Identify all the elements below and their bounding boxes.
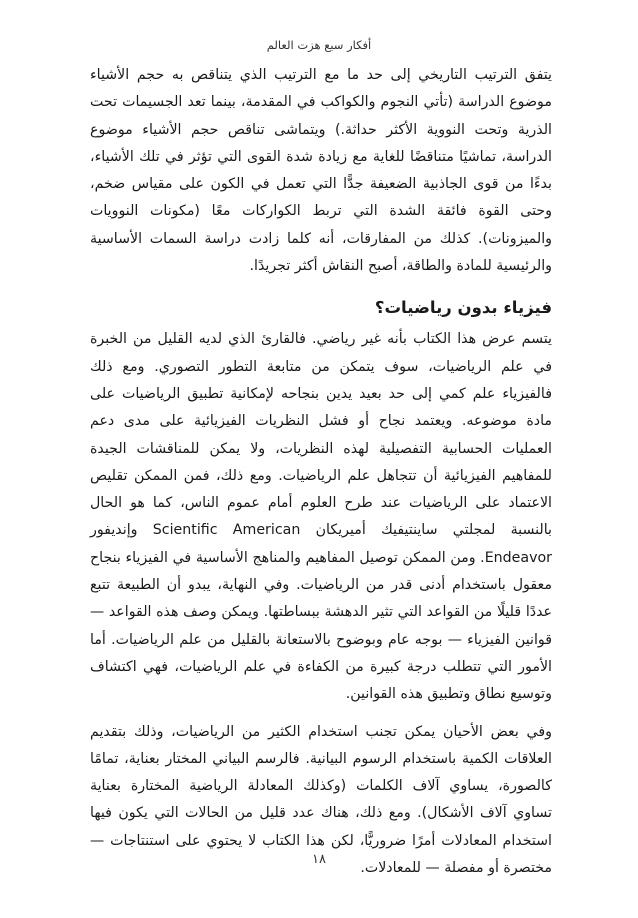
- page-number: ١٨: [312, 852, 326, 867]
- section-heading: فيزياء بدون رياضيات؟: [374, 298, 552, 318]
- paragraph: يتسم عرض هذا الكتاب بأنه غير رياضي. فالقارئ الذي لديه القليل من الخبرة في علم الرياضيات، سوف يتمكن من متابعة التطور التصوري. ومع ذلك فالفيزياء علم كمي إلى حد بعيد يدين بنجاحه لإمكانية تطبيق الرياضيات على مادة موضوعه. ويعتمد نجاح أو فشل النظريات الفيزيائية على مدى دعم العمليات الحسابية التفصيلية لهذه النظريات، ولا يمكن للمناقشات الجيدة للمفاهيم الفيزيائية أن تتجاهل علم الرياضيات. ومع ذلك، فمن الممكن تقليص الاعتماد على الرياضيات عند طرح العلوم أمام عموم الناس، كما هو الحال بالنسبة لمجلتي ساينتيفيك أميريكان Scientific American وإنديفور Endeavor. ومن الممكن توصيل المفاهيم والمناهج الأساسية في الفيزياء بنجاح معقول باستخدام أدنى قدر من الرياضيات. وفي النهاية، يبدو أن الطبيعة تتبع عددًا قليلًا من القواعد التي تثير الدهشة ببساطتها. ويمكن وصف هذه القواعد — قوانين الفيزياء — بوجه عام وبوضوح بالاستعانة بالقليل من علم الرياضيات. أما الأمور التي تتطلب درجة كبيرة من الكفاءة في علم الرياضيات، فهي اكتشاف وتوسيع نطاق وتطبيق هذه القوانين.: [90, 331, 552, 703]
- page-body: [90, 62, 552, 882]
- paragraph: وفي بعض الأحيان يمكن تجنب استخدام الكثير من الرياضيات، وذلك بتقديم العلاقات الكمية باستخدام الرسوم البيانية. فالرسم البياني المختار بعناية، تمامًا كالصورة، يساوي آلاف الكلمات (وكذلك المعادلة الرياضية المختارة بعناية تساوي آلاف الأشكال). ومع ذلك، هناك عدد قليل من الحالات التي يكون فيها استخدام المعادلات أمرًا ضروريًّا، لكن هذا الكتاب لا يحتوي على استنتاجات — مختصرة أو مفصلة — للمعادلات.: [90, 723, 552, 877]
- running-header: أفكار سبع هزت العالم: [266, 38, 372, 52]
- paragraph: يتفق الترتيب التاريخي إلى حد ما مع الترتيب الذي يتناقص به حجم الأشياء موضوع الدراسة (تأتي النجوم والكواكب في المقدمة، بينما تعد الجسيمات تحت الذرية وتحت النووية الأكثر حداثة.) ويتماشى تناقص حجم الأشياء موضوع الدراسة، تماشيًا متناقضًا للغاية مع زيادة شدة القوى التي تؤثر في تلك الأشياء، بدءًا من قوى الجاذبية الضعيفة جدًّا التي تعمل في الكون على مقياس ضخم، وحتى القوة فائقة الشدة التي تربط الكواركات معًا (مكونات النوويات والميزونات). كذلك من المفارقات، أنه كلما زادت دراسة السمات الأساسية والرئيسية للمادة والطاقة، أصبح النقاش أكثر تجريدًا.: [90, 67, 552, 275]
- paragraph-gap: [90, 709, 552, 719]
